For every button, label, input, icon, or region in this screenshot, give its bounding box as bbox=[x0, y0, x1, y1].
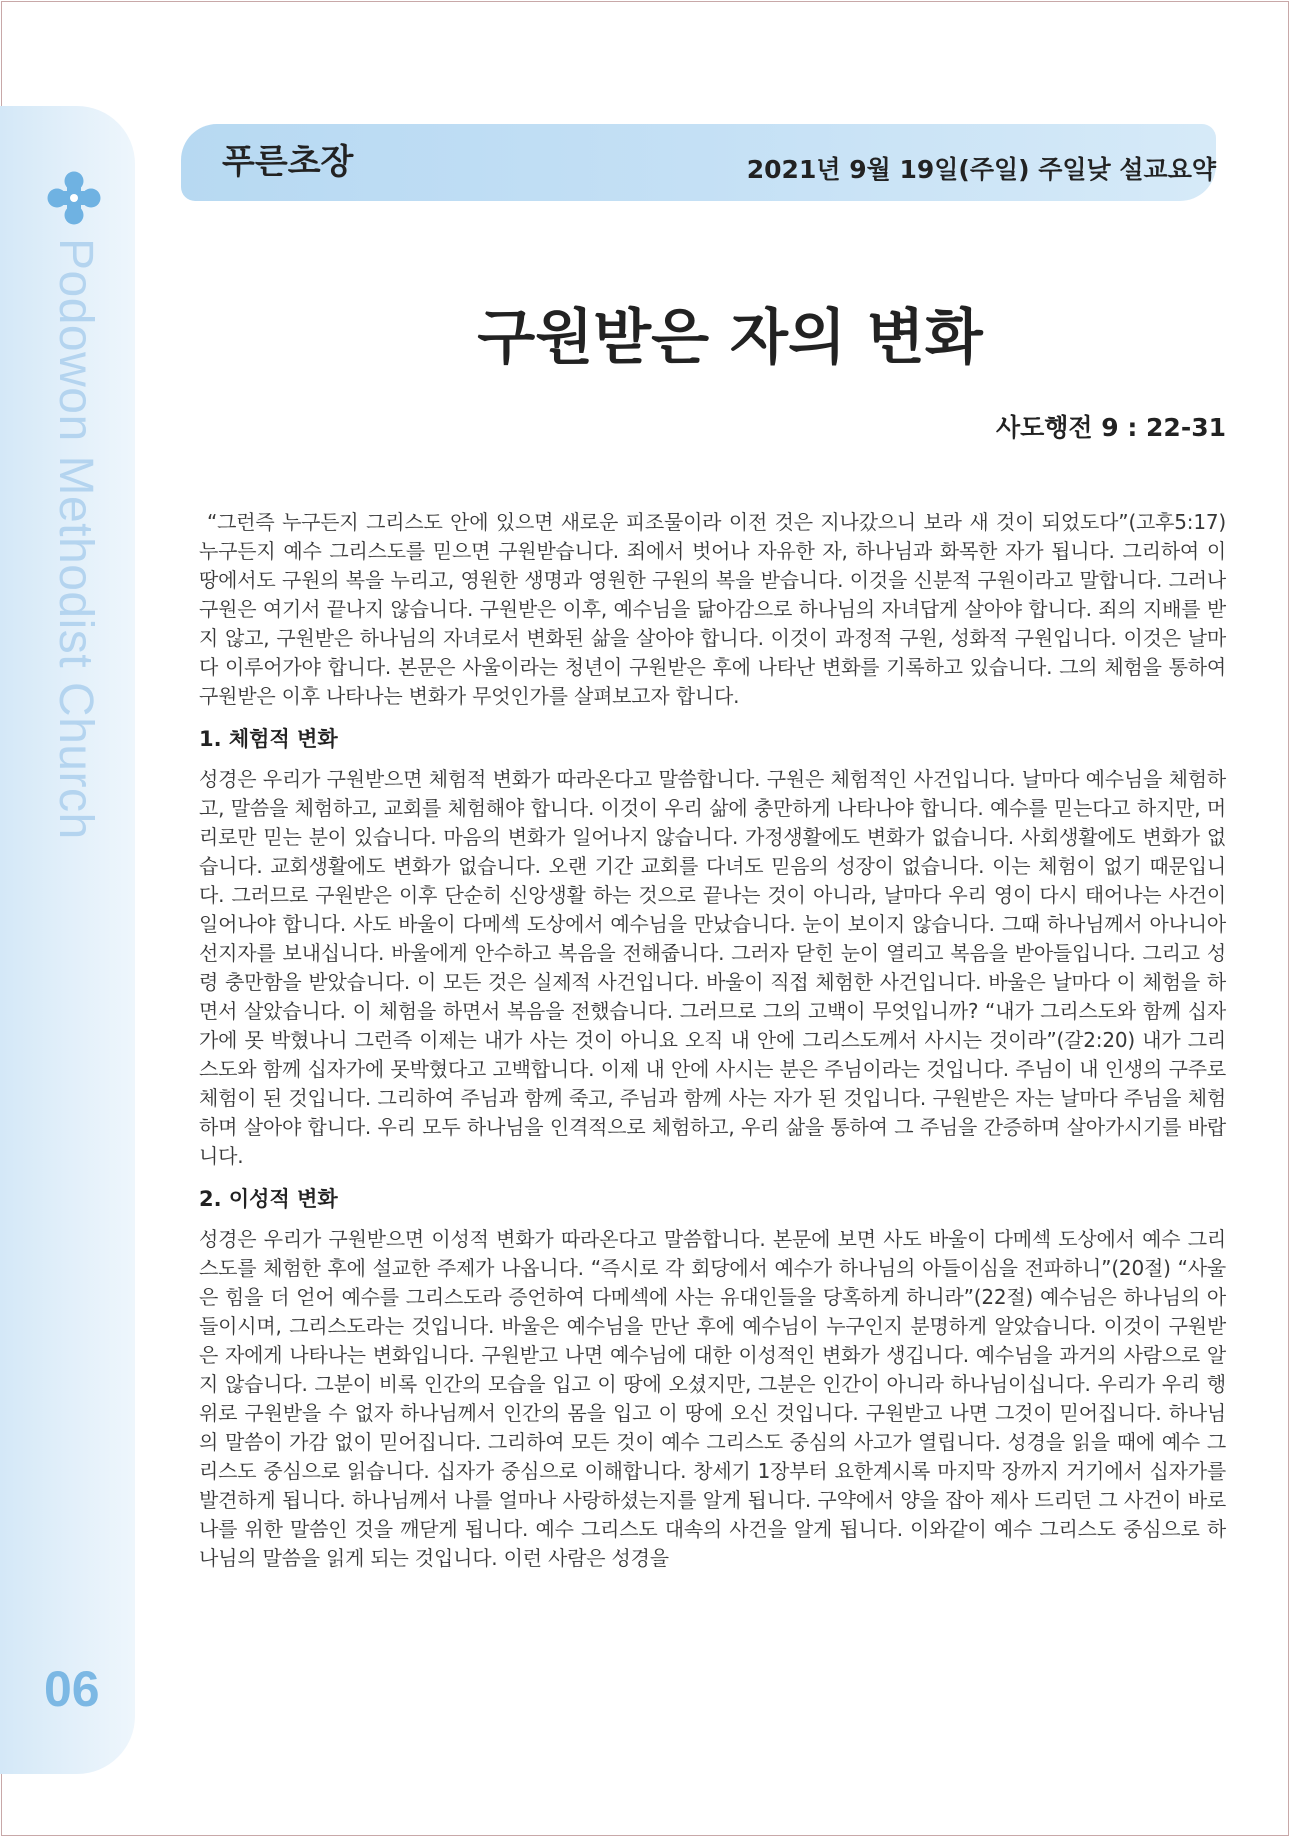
section-paragraph-2: 성경은 우리가 구원받으면 이성적 변화가 따라온다고 말씀합니다. 본문에 보면 사도 바울이 다메섹 도상에서 예수 그리스도를 체험한 후에 설교한 주제가 나옵니다. “즉시로 각 회당에서 예수가 하나님의 아들이심을 전파하니”(20절) “사울은 힘을 더 얻어 예수를 그리스도라 증언하여 다메섹에 사는 유대인들을 당혹하게 하니라”(22절) 예수님은 하나님의 아들이시며, 그리스도라는 것입니다. 바울은 예수님을 만난 후에 예수님이 누구인지 분명하게 알았습니다. 이것이 구원받은 자에게 나타나는 변화입니다. 구원받고 나면 예수님에 대한 이성적인 변화가 생깁니다. 예수님을 과거의 사람으로 알지 않습니다. 그분이 비록 인간의 모습을 입고 이 땅에 오셨지만, 그분은 인간이 아니라 하나님이십니다. 우리가 우리 행위로 구원받을 수 없자 하나님께서 인간의 몸을 입고 이 땅에 오신 것입니다. 구원받고 나면 그것이 믿어집니다. 하나님의 말씀이 가감 없이 믿어집니다. 그리하여 모든 것이 예수 그리스도 중심의 사고가 열립니다. 성경을 읽을 때에 예수 그리스도 중심으로 읽습니다. 십자가 중심으로 이해합니다. 창세기 1장부터 요한계시록 마지막 장까지 거기에서 십자가를 발견하게 됩니다. 하나님께서 나를 얼마나 사랑하셨는지를 알게 됩니다. 구약에서 양을 잡아 제사 드리던 그 사건이 바로 나를 위한 말씀인 것을 깨닫게 됩니다. 예수 그리스도 대속의 사건을 알게 됩니다. 이와같이 예수 그리스도 중심으로 하나님의 말씀을 읽게 되는 것입니다. 이런 사람은 성경을 bbox=[199, 1227, 1226, 1570]
intro-paragraph: “그런즉 누구든지 그리스도 안에 있으면 새로운 피조물이라 이전 것은 지나갔으니 보라 새 것이 되었도다”(고후5:17) 누구든지 예수 그리스도를 믿으면 구원받습니다. 죄에서 벗어나 자유한 자, 하나님과 화목한 자가 됩니다. 그리하여 이 땅에서도 구원의 복을 누리고, 영원한 생명과 영원한 구원의 복을 받습니다. 이것을 신분적 구원이라고 말합니다. 그러나 구원은 여기서 끝나지 않습니다. 구원받은 이후, 예수님을 닮아감으로 하나님의 자녀답게 살아야 합니다. 죄의 지배를 받지 않고, 구원받은 하나님의 자녀로서 변화된 삶을 살아야 합니다. 이것이 과정적 구원, 성화적 구원입니다. 이것은 날마다 이루어가야 합니다. 본문은 사울이라는 청년이 구원받은 후에 나타난 변화를 기록하고 있습니다. 그의 체험을 통하여 구원받은 이후 나타나는 변화가 무엇인가를 살펴보고자 합니다. bbox=[199, 510, 1226, 708]
sermon-title: 구원받은 자의 변화 bbox=[477, 303, 983, 373]
section-title: 푸른초장 bbox=[222, 142, 354, 182]
section-paragraph-1: 성경은 우리가 구원받으면 체험적 변화가 따라온다고 말씀합니다. 구원은 체험적인 사건입니다. 날마다 예수님을 체험하고, 말씀을 체험하고, 교회를 체험해야 합니다. 이것이 우리 삶에 충만하게 나타나야 합니다. 예수를 믿는다고 하지만, 머리로만 믿는 분이 있습니다. 마음의 변화가 일어나지 않습니다. 가정생활에도 변화가 없습니다. 사회생활에도 변화가 없습니다. 교회생활에도 변화가 없습니다. 오랜 기간 교회를 다녀도 믿음의 성장이 없습니다. 이는 체험이 없기 때문입니다. 그러므로 구원받은 이후 단순히 신앙생활 하는 것으로 끝나는 것이 아니라, 날마다 우리 영이 다시 태어나는 사건이 일어나야 합니다. 사도 바울이 다메섹 도상에서 예수님을 만났습니다. 눈이 보이지 않습니다. 그때 하나님께서 아나니아 선지자를 보내십니다. 바울에게 안수하고 복음을 전해줍니다. 그러자 닫힌 눈이 열리고 복음을 받아들입니다. 그리고 성령 충만함을 받았습니다. 이 모든 것은 실제적 사건입니다. 바울이 직접 체험한 사건입니다. 바울은 날마다 이 체험을 하면서 살았습니다. 이 체험을 하면서 복음을 전했습니다. 그러므로 그의 고백이 무엇입니까? “내가 그리스도와 함께 십자가에 못 박혔나니 그런즉 이제는 내가 사는 것이 아니요 오직 내 안에 그리스도께서 사시는 것이라”(갈2:20) 내가 그리스도와 함께 십자가에 못박혔다고 고백합니다. 이제 내 안에 사시는 분은 주님이라는 것입니다. 주님이 내 인생의 구주로 체험이 된 것입니다. 그리하여 주님과 함께 죽고, 주님과 함께 사는 자가 된 것입니다. 구원받은 자는 날마다 주님을 체험하며 살아야 합니다. 우리 모두 하나님을 인격적으로 체험하고, 우리 삶을 통하여 그 주님을 간증하며 살아가시기를 바랍니다. bbox=[199, 767, 1227, 1168]
section-heading-1: 1. 체험적 변화 bbox=[199, 727, 338, 751]
sermon-date: 2021년 9월 19일(주일) 주일낮 설교요약 bbox=[746, 155, 1216, 184]
sermon-body bbox=[199, 508, 1226, 1573]
page-number: 06 bbox=[44, 1661, 100, 1717]
church-name-vertical: Podowon Methodist Church bbox=[49, 238, 102, 840]
section-heading-2: 2. 이성적 변화 bbox=[199, 1187, 338, 1211]
scripture-reference: 사도행전 9 : 22-31 bbox=[995, 413, 1226, 442]
cross-logo-icon bbox=[46, 170, 102, 226]
